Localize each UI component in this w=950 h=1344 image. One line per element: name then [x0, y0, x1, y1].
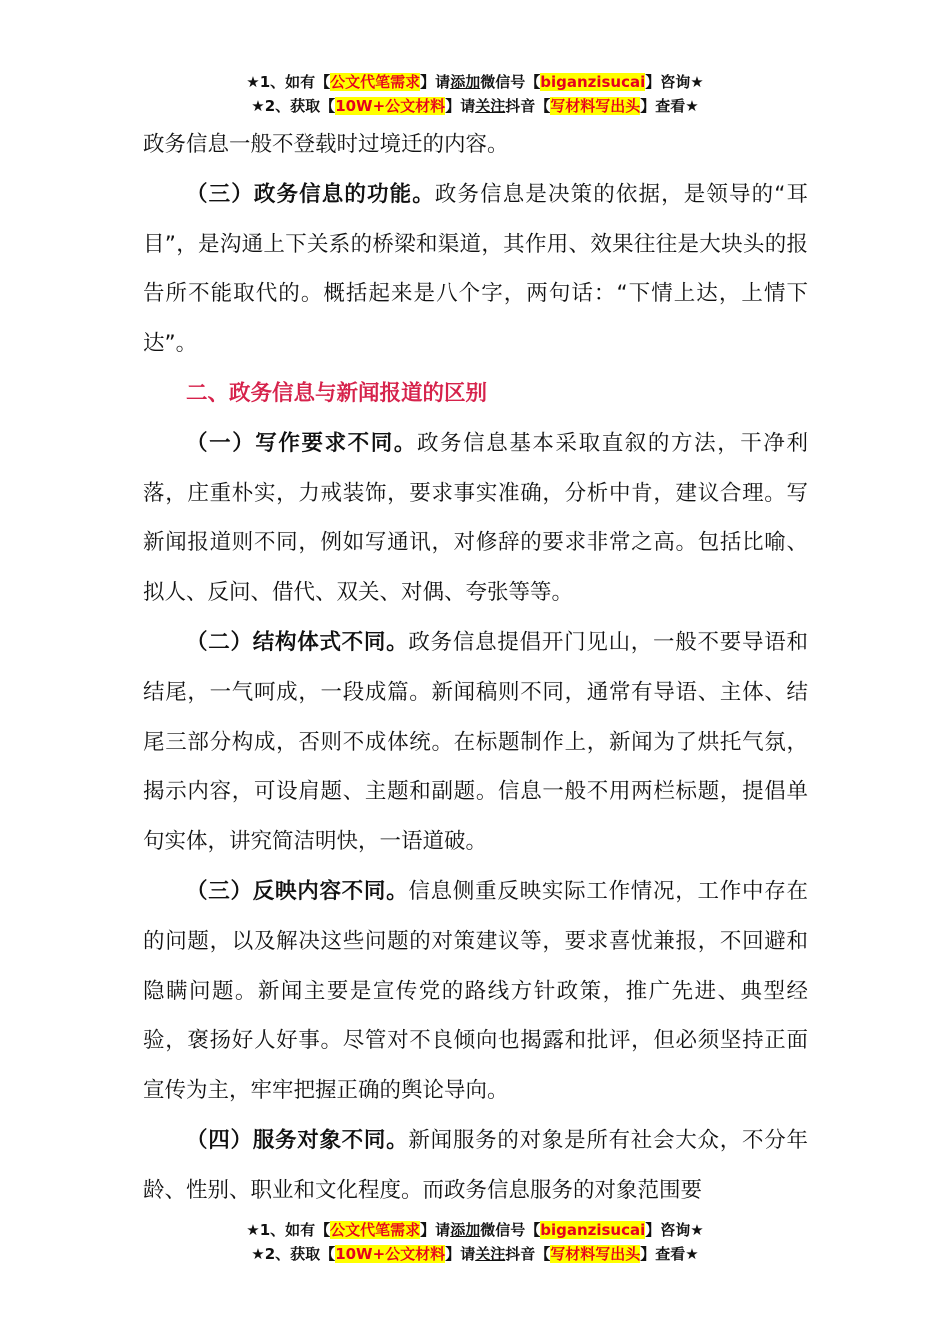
highlight-materials: 10W+公文材料 — [335, 97, 446, 115]
banner-line-1: ★1、如有【公文代笔需求】请添加微信号【biganzisucai】咨询★ — [246, 73, 704, 91]
highlight-douyin: 写材料写出头 — [550, 97, 641, 115]
paragraph: 政务信息一般不登载时过境迁的内容。 — [143, 132, 509, 157]
paragraph-heading: （四）服务对象不同。 — [186, 1127, 409, 1153]
footer-banner — [0, 1218, 950, 1266]
highlight-ghostwriting: 公文代笔需求 — [330, 73, 421, 91]
section-heading: 二、政务信息与新闻报道的区别 — [186, 380, 488, 406]
paragraph: （三）反映内容不同。信息侧重反映实际工作情况，工作中存在的问题，以及解决这些问题的对策建议等，要求喜忧兼报，不回避和隐瞒问题。新闻主要是宣传党的路线方针政策，推广先进、典型经验，褒扬好人好事。尽管对不良倾向也揭露和批评，但必须坚持正面宣传为主，牢牢把握正确的舆论导向。 — [143, 878, 808, 1104]
banner-line-2: ★2、获取【10W+公文材料】请关注抖音【写材料写出头】查看★ — [251, 1245, 699, 1263]
banner-line-1: ★1、如有【公文代笔需求】请添加微信号【biganzisucai】咨询★ — [246, 1221, 704, 1239]
banner-line-2: ★2、获取【10W+公文材料】请关注抖音【写材料写出头】查看★ — [251, 97, 699, 115]
paragraph: （二）结构体式不同。政务信息提倡开门见山，一般不要导语和结尾，一气呵成，一段成篇。新闻稿则不同，通常有导语、主体、结尾三部分构成，否则不成体统。在标题制作上，新闻为了烘托气氛，揭示内容，可设肩题、主题和副题。信息一般不用两栏标题，提倡单句实体，讲究简洁明快，一语道破。 — [143, 629, 808, 855]
paragraph-heading: （三）反映内容不同。 — [186, 878, 409, 904]
header-banner — [0, 70, 950, 118]
paragraph: （四）服务对象不同。新闻服务的对象是所有社会大众，不分年龄、性别、职业和文化程度。而政务信息服务的对象范围要 — [143, 1127, 808, 1203]
highlight-douyin: 写材料写出头 — [550, 1245, 641, 1263]
paragraph-heading: （二）结构体式不同。 — [186, 629, 409, 655]
document-body — [143, 120, 808, 1216]
highlight-ghostwriting: 公文代笔需求 — [330, 1221, 421, 1239]
paragraph-heading: （一）写作要求不同。 — [186, 430, 417, 456]
paragraph: （三）政务信息的功能。政务信息是决策的依据，是领导的“耳目”，是沟通上下关系的桥梁和渠道，其作用、效果往往是大块头的报告所不能取代的。概括起来是八个字，两句话：“下情上达，上情下达”。 — [143, 181, 808, 357]
highlight-wechat-id: biganzisucai — [540, 1221, 646, 1239]
paragraph-heading: （三）政务信息的功能。 — [186, 181, 435, 207]
highlight-wechat-id: biganzisucai — [540, 73, 646, 91]
paragraph: （一）写作要求不同。政务信息基本采取直叙的方法，干净利落，庄重朴实，力戒装饰，要求事实准确，分析中肯，建议合理。写新闻报道则不同，例如写通讯，对修辞的要求非常之高。包括比喻、拟人、反问、借代、双关、对偶、夸张等等。 — [143, 430, 808, 606]
highlight-materials: 10W+公文材料 — [335, 1245, 446, 1263]
